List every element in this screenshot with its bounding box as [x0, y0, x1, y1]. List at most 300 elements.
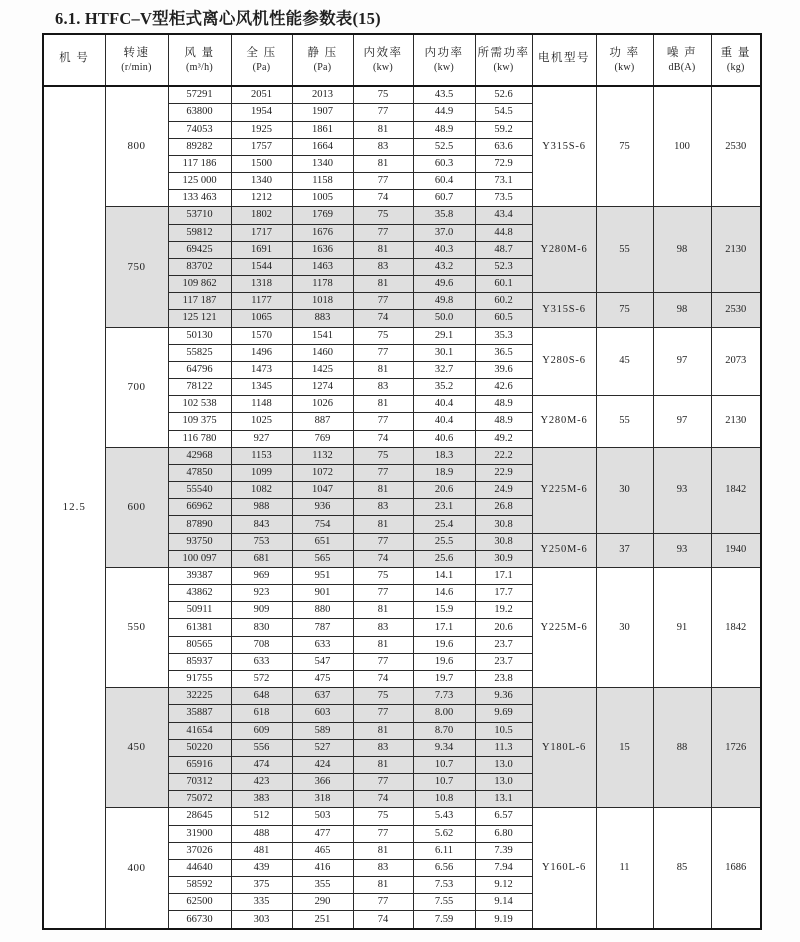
total-pressure-cell: 1691: [231, 241, 292, 258]
noise-cell: 98: [653, 207, 711, 293]
required-power-cell: 24.9: [475, 482, 532, 499]
table-row: [43, 447, 761, 464]
efficiency-cell: 77: [353, 774, 413, 791]
weight-cell: 2073: [711, 327, 761, 396]
table-row: [43, 688, 761, 705]
table-body: [43, 86, 761, 929]
noise-cell: 93: [653, 447, 711, 533]
static-pressure-cell: 1026: [292, 396, 353, 413]
col-unit: (kw): [372, 61, 394, 73]
required-power-cell: 9.12: [475, 877, 532, 894]
static-pressure-cell: 477: [292, 825, 353, 842]
static-pressure-cell: 475: [292, 671, 353, 688]
efficiency-cell: 74: [353, 550, 413, 567]
flow-cell: 89282: [168, 138, 231, 155]
internal-power-cell: 30.1: [413, 344, 475, 361]
total-pressure-cell: 303: [231, 911, 292, 929]
total-pressure-cell: 927: [231, 430, 292, 447]
total-pressure-cell: 1082: [231, 482, 292, 499]
required-power-cell: 49.2: [475, 430, 532, 447]
internal-power-cell: 48.9: [413, 121, 475, 138]
internal-power-cell: 18.3: [413, 447, 475, 464]
col-header-required-power: [475, 34, 532, 86]
col-title: 静 压: [307, 46, 338, 59]
static-pressure-cell: 2013: [292, 86, 353, 104]
total-pressure-cell: 1148: [231, 396, 292, 413]
header-row: [43, 34, 761, 86]
efficiency-cell: 83: [353, 619, 413, 636]
efficiency-cell: 81: [353, 396, 413, 413]
total-pressure-cell: 423: [231, 774, 292, 791]
required-power-cell: 7.94: [475, 859, 532, 876]
internal-power-cell: 7.53: [413, 877, 475, 894]
required-power-cell: 39.6: [475, 361, 532, 378]
motor-model-cell: Y280S-6: [532, 327, 596, 396]
flow-cell: 117 187: [168, 293, 231, 310]
total-pressure-cell: 375: [231, 877, 292, 894]
required-power-cell: 11.3: [475, 739, 532, 756]
required-power-cell: 19.2: [475, 602, 532, 619]
internal-power-cell: 8.00: [413, 705, 475, 722]
col-header-total-pressure: [231, 34, 292, 86]
efficiency-cell: 77: [353, 173, 413, 190]
internal-power-cell: 25.6: [413, 550, 475, 567]
static-pressure-cell: 1636: [292, 241, 353, 258]
required-power-cell: 6.80: [475, 825, 532, 842]
flow-cell: 125 000: [168, 173, 231, 190]
static-pressure-cell: 936: [292, 499, 353, 516]
required-power-cell: 73.5: [475, 190, 532, 207]
col-title: 电机型号: [538, 52, 590, 65]
required-power-cell: 52.6: [475, 86, 532, 104]
efficiency-cell: 83: [353, 499, 413, 516]
internal-power-cell: 14.6: [413, 585, 475, 602]
flow-cell: 58592: [168, 877, 231, 894]
static-pressure-cell: 416: [292, 859, 353, 876]
weight-cell: 1940: [711, 533, 761, 567]
static-pressure-cell: 503: [292, 808, 353, 825]
static-pressure-cell: 1018: [292, 293, 353, 310]
internal-power-cell: 60.3: [413, 155, 475, 172]
total-pressure-cell: 923: [231, 585, 292, 602]
col-header-speed: [105, 34, 168, 86]
motor-model-cell: Y315S-6: [532, 86, 596, 207]
internal-power-cell: 23.1: [413, 499, 475, 516]
col-header-static-pressure: [292, 34, 353, 86]
efficiency-cell: 83: [353, 739, 413, 756]
speed-cell: 400: [105, 808, 168, 929]
col-unit: (kw): [433, 61, 455, 73]
internal-power-cell: 52.5: [413, 138, 475, 155]
efficiency-cell: 81: [353, 602, 413, 619]
total-pressure-cell: 488: [231, 825, 292, 842]
speed-cell: 550: [105, 567, 168, 687]
internal-power-cell: 60.4: [413, 173, 475, 190]
required-power-cell: 30.8: [475, 516, 532, 533]
efficiency-cell: 81: [353, 877, 413, 894]
efficiency-cell: 75: [353, 447, 413, 464]
efficiency-cell: 81: [353, 121, 413, 138]
flow-cell: 69425: [168, 241, 231, 258]
static-pressure-cell: 1460: [292, 344, 353, 361]
internal-power-cell: 29.1: [413, 327, 475, 344]
flow-cell: 50130: [168, 327, 231, 344]
internal-power-cell: 44.9: [413, 104, 475, 121]
static-pressure-cell: 355: [292, 877, 353, 894]
flow-cell: 28645: [168, 808, 231, 825]
static-pressure-cell: 951: [292, 567, 353, 584]
required-power-cell: 44.8: [475, 224, 532, 241]
internal-power-cell: 18.9: [413, 464, 475, 481]
motor-model-cell: Y315S-6: [532, 293, 596, 327]
required-power-cell: 17.1: [475, 567, 532, 584]
flow-cell: 32225: [168, 688, 231, 705]
weight-cell: 1842: [711, 447, 761, 533]
flow-cell: 125 121: [168, 310, 231, 327]
flow-cell: 50220: [168, 739, 231, 756]
efficiency-cell: 77: [353, 653, 413, 670]
motor-model-cell: Y160L-6: [532, 808, 596, 929]
col-title: 全 压: [246, 46, 277, 59]
total-pressure-cell: 1345: [231, 379, 292, 396]
required-power-cell: 6.57: [475, 808, 532, 825]
page-title: 6.1. HTFC–V型柜式离心风机性能参数表(15): [55, 9, 381, 28]
weight-cell: 2530: [711, 86, 761, 207]
flow-cell: 116 780: [168, 430, 231, 447]
flow-cell: 64796: [168, 361, 231, 378]
total-pressure-cell: 1717: [231, 224, 292, 241]
internal-power-cell: 7.73: [413, 688, 475, 705]
total-pressure-cell: 830: [231, 619, 292, 636]
efficiency-cell: 81: [353, 155, 413, 172]
total-pressure-cell: 572: [231, 671, 292, 688]
flow-cell: 133 463: [168, 190, 231, 207]
motor-power-cell: 30: [596, 567, 653, 687]
flow-cell: 80565: [168, 636, 231, 653]
internal-power-cell: 49.8: [413, 293, 475, 310]
flow-cell: 59812: [168, 224, 231, 241]
required-power-cell: 13.1: [475, 791, 532, 808]
internal-power-cell: 10.7: [413, 756, 475, 773]
total-pressure-cell: 512: [231, 808, 292, 825]
flow-cell: 39387: [168, 567, 231, 584]
flow-cell: 91755: [168, 671, 231, 688]
flow-cell: 78122: [168, 379, 231, 396]
col-title: 内效率: [363, 46, 403, 59]
efficiency-cell: 77: [353, 344, 413, 361]
flow-cell: 109 375: [168, 413, 231, 430]
col-unit: (Pa): [313, 61, 332, 73]
static-pressure-cell: 1907: [292, 104, 353, 121]
col-header-motor-model: [532, 34, 596, 86]
static-pressure-cell: 754: [292, 516, 353, 533]
efficiency-cell: 77: [353, 293, 413, 310]
static-pressure-cell: 1664: [292, 138, 353, 155]
required-power-cell: 59.2: [475, 121, 532, 138]
required-power-cell: 9.36: [475, 688, 532, 705]
table-row: [43, 207, 761, 224]
efficiency-cell: 77: [353, 533, 413, 550]
total-pressure-cell: 1065: [231, 310, 292, 327]
total-pressure-cell: 988: [231, 499, 292, 516]
total-pressure-cell: 1757: [231, 138, 292, 155]
required-power-cell: 54.5: [475, 104, 532, 121]
total-pressure-cell: 1802: [231, 207, 292, 224]
speed-cell: 700: [105, 327, 168, 447]
internal-power-cell: 8.70: [413, 722, 475, 739]
flow-cell: 37026: [168, 842, 231, 859]
flow-cell: 41654: [168, 722, 231, 739]
internal-power-cell: 6.56: [413, 859, 475, 876]
flow-cell: 63800: [168, 104, 231, 121]
total-pressure-cell: 1925: [231, 121, 292, 138]
total-pressure-cell: 1473: [231, 361, 292, 378]
internal-power-cell: 5.43: [413, 808, 475, 825]
col-unit: (r/min): [121, 61, 152, 73]
static-pressure-cell: 1072: [292, 464, 353, 481]
internal-power-cell: 60.7: [413, 190, 475, 207]
speed-cell: 600: [105, 447, 168, 567]
efficiency-cell: 83: [353, 379, 413, 396]
total-pressure-cell: 474: [231, 756, 292, 773]
internal-power-cell: 25.4: [413, 516, 475, 533]
required-power-cell: 23.7: [475, 636, 532, 653]
internal-power-cell: 49.6: [413, 276, 475, 293]
flow-cell: 47850: [168, 464, 231, 481]
internal-power-cell: 40.6: [413, 430, 475, 447]
flow-cell: 53710: [168, 207, 231, 224]
col-unit: (kw): [493, 61, 514, 73]
internal-power-cell: 19.6: [413, 636, 475, 653]
efficiency-cell: 75: [353, 327, 413, 344]
flow-cell: 42968: [168, 447, 231, 464]
static-pressure-cell: 787: [292, 619, 353, 636]
required-power-cell: 23.7: [475, 653, 532, 670]
motor-power-cell: 75: [596, 293, 653, 327]
static-pressure-cell: 1005: [292, 190, 353, 207]
motor-power-cell: 15: [596, 688, 653, 808]
required-power-cell: 22.2: [475, 447, 532, 464]
motor-model-cell: Y280M-6: [532, 207, 596, 293]
internal-power-cell: 37.0: [413, 224, 475, 241]
col-header-efficiency: [353, 34, 413, 86]
total-pressure-cell: 843: [231, 516, 292, 533]
static-pressure-cell: 769: [292, 430, 353, 447]
speed-cell: 450: [105, 688, 168, 808]
efficiency-cell: 77: [353, 894, 413, 911]
internal-power-cell: 35.8: [413, 207, 475, 224]
static-pressure-cell: 1132: [292, 447, 353, 464]
total-pressure-cell: 335: [231, 894, 292, 911]
motor-power-cell: 45: [596, 327, 653, 396]
static-pressure-cell: 565: [292, 550, 353, 567]
efficiency-cell: 77: [353, 413, 413, 430]
flow-cell: 35887: [168, 705, 231, 722]
internal-power-cell: 50.0: [413, 310, 475, 327]
static-pressure-cell: 1158: [292, 173, 353, 190]
noise-cell: 98: [653, 293, 711, 327]
total-pressure-cell: 1318: [231, 276, 292, 293]
static-pressure-cell: 1463: [292, 258, 353, 275]
required-power-cell: 60.5: [475, 310, 532, 327]
efficiency-cell: 74: [353, 911, 413, 929]
internal-power-cell: 17.1: [413, 619, 475, 636]
table-row: [43, 327, 761, 344]
efficiency-cell: 75: [353, 207, 413, 224]
col-unit: (kw): [614, 61, 635, 73]
efficiency-cell: 81: [353, 276, 413, 293]
efficiency-cell: 83: [353, 138, 413, 155]
static-pressure-cell: 887: [292, 413, 353, 430]
internal-power-cell: 40.3: [413, 241, 475, 258]
static-pressure-cell: 424: [292, 756, 353, 773]
efficiency-cell: 77: [353, 464, 413, 481]
noise-cell: 93: [653, 533, 711, 567]
col-title: 风 量: [184, 46, 215, 59]
total-pressure-cell: 439: [231, 859, 292, 876]
internal-power-cell: 32.7: [413, 361, 475, 378]
required-power-cell: 10.5: [475, 722, 532, 739]
noise-cell: 85: [653, 808, 711, 929]
efficiency-cell: 81: [353, 756, 413, 773]
total-pressure-cell: 1570: [231, 327, 292, 344]
required-power-cell: 73.1: [475, 173, 532, 190]
required-power-cell: 20.6: [475, 619, 532, 636]
machine-no-cell: 12.5: [43, 86, 105, 929]
required-power-cell: 30.8: [475, 533, 532, 550]
total-pressure-cell: 1496: [231, 344, 292, 361]
flow-cell: 75072: [168, 791, 231, 808]
required-power-cell: 35.3: [475, 327, 532, 344]
table-row: [43, 567, 761, 584]
efficiency-cell: 74: [353, 190, 413, 207]
required-power-cell: 17.7: [475, 585, 532, 602]
static-pressure-cell: 547: [292, 653, 353, 670]
efficiency-cell: 75: [353, 688, 413, 705]
motor-model-cell: Y180L-6: [532, 688, 596, 808]
flow-cell: 100 097: [168, 550, 231, 567]
motor-model-cell: Y225M-6: [532, 567, 596, 687]
speed-cell: 750: [105, 207, 168, 327]
col-unit: (Pa): [252, 61, 271, 73]
efficiency-cell: 81: [353, 636, 413, 653]
col-unit: (m³/h): [185, 61, 213, 73]
total-pressure-cell: 648: [231, 688, 292, 705]
motor-model-cell: Y225M-6: [532, 447, 596, 533]
internal-power-cell: 7.55: [413, 894, 475, 911]
flow-cell: 50911: [168, 602, 231, 619]
flow-cell: 57291: [168, 86, 231, 104]
total-pressure-cell: 1025: [231, 413, 292, 430]
efficiency-cell: 81: [353, 516, 413, 533]
required-power-cell: 9.14: [475, 894, 532, 911]
required-power-cell: 60.1: [475, 276, 532, 293]
static-pressure-cell: 1047: [292, 482, 353, 499]
efficiency-cell: 74: [353, 430, 413, 447]
motor-power-cell: 75: [596, 86, 653, 207]
flow-cell: 62500: [168, 894, 231, 911]
flow-cell: 66962: [168, 499, 231, 516]
total-pressure-cell: 681: [231, 550, 292, 567]
static-pressure-cell: 251: [292, 911, 353, 929]
static-pressure-cell: 883: [292, 310, 353, 327]
total-pressure-cell: 609: [231, 722, 292, 739]
internal-power-cell: 43.5: [413, 86, 475, 104]
efficiency-cell: 75: [353, 567, 413, 584]
total-pressure-cell: 633: [231, 653, 292, 670]
required-power-cell: 13.0: [475, 756, 532, 773]
total-pressure-cell: 708: [231, 636, 292, 653]
static-pressure-cell: 1769: [292, 207, 353, 224]
required-power-cell: 36.5: [475, 344, 532, 361]
flow-cell: 70312: [168, 774, 231, 791]
required-power-cell: 9.19: [475, 911, 532, 929]
required-power-cell: 43.4: [475, 207, 532, 224]
required-power-cell: 48.9: [475, 413, 532, 430]
internal-power-cell: 19.6: [413, 653, 475, 670]
total-pressure-cell: 1153: [231, 447, 292, 464]
internal-power-cell: 10.8: [413, 791, 475, 808]
flow-cell: 85937: [168, 653, 231, 670]
col-title: 噪 声: [666, 46, 698, 59]
static-pressure-cell: 1676: [292, 224, 353, 241]
efficiency-cell: 81: [353, 361, 413, 378]
static-pressure-cell: 589: [292, 722, 353, 739]
static-pressure-cell: 1340: [292, 155, 353, 172]
flow-cell: 44640: [168, 859, 231, 876]
static-pressure-cell: 1861: [292, 121, 353, 138]
efficiency-cell: 77: [353, 825, 413, 842]
efficiency-cell: 77: [353, 104, 413, 121]
col-title: 所需功率: [477, 46, 530, 59]
col-header-noise: [653, 34, 711, 86]
noise-cell: 88: [653, 688, 711, 808]
efficiency-cell: 81: [353, 482, 413, 499]
required-power-cell: 30.9: [475, 550, 532, 567]
total-pressure-cell: 1177: [231, 293, 292, 310]
required-power-cell: 7.39: [475, 842, 532, 859]
static-pressure-cell: 465: [292, 842, 353, 859]
static-pressure-cell: 366: [292, 774, 353, 791]
static-pressure-cell: 1178: [292, 276, 353, 293]
fan-performance-table: [42, 33, 762, 930]
col-title: 机 号: [59, 52, 90, 65]
noise-cell: 91: [653, 567, 711, 687]
flow-cell: 87890: [168, 516, 231, 533]
flow-cell: 43862: [168, 585, 231, 602]
total-pressure-cell: 556: [231, 739, 292, 756]
total-pressure-cell: 618: [231, 705, 292, 722]
table-row: [43, 86, 761, 104]
flow-cell: 55540: [168, 482, 231, 499]
flow-cell: 65916: [168, 756, 231, 773]
efficiency-cell: 81: [353, 842, 413, 859]
total-pressure-cell: 1212: [231, 190, 292, 207]
col-title: 重 量: [720, 46, 751, 59]
weight-cell: 2530: [711, 293, 761, 327]
flow-cell: 117 186: [168, 155, 231, 172]
efficiency-cell: 74: [353, 310, 413, 327]
total-pressure-cell: 481: [231, 842, 292, 859]
required-power-cell: 26.8: [475, 499, 532, 516]
static-pressure-cell: 637: [292, 688, 353, 705]
required-power-cell: 22.9: [475, 464, 532, 481]
efficiency-cell: 77: [353, 224, 413, 241]
internal-power-cell: 5.62: [413, 825, 475, 842]
internal-power-cell: 35.2: [413, 379, 475, 396]
efficiency-cell: 83: [353, 859, 413, 876]
motor-model-cell: Y250M-6: [532, 533, 596, 567]
